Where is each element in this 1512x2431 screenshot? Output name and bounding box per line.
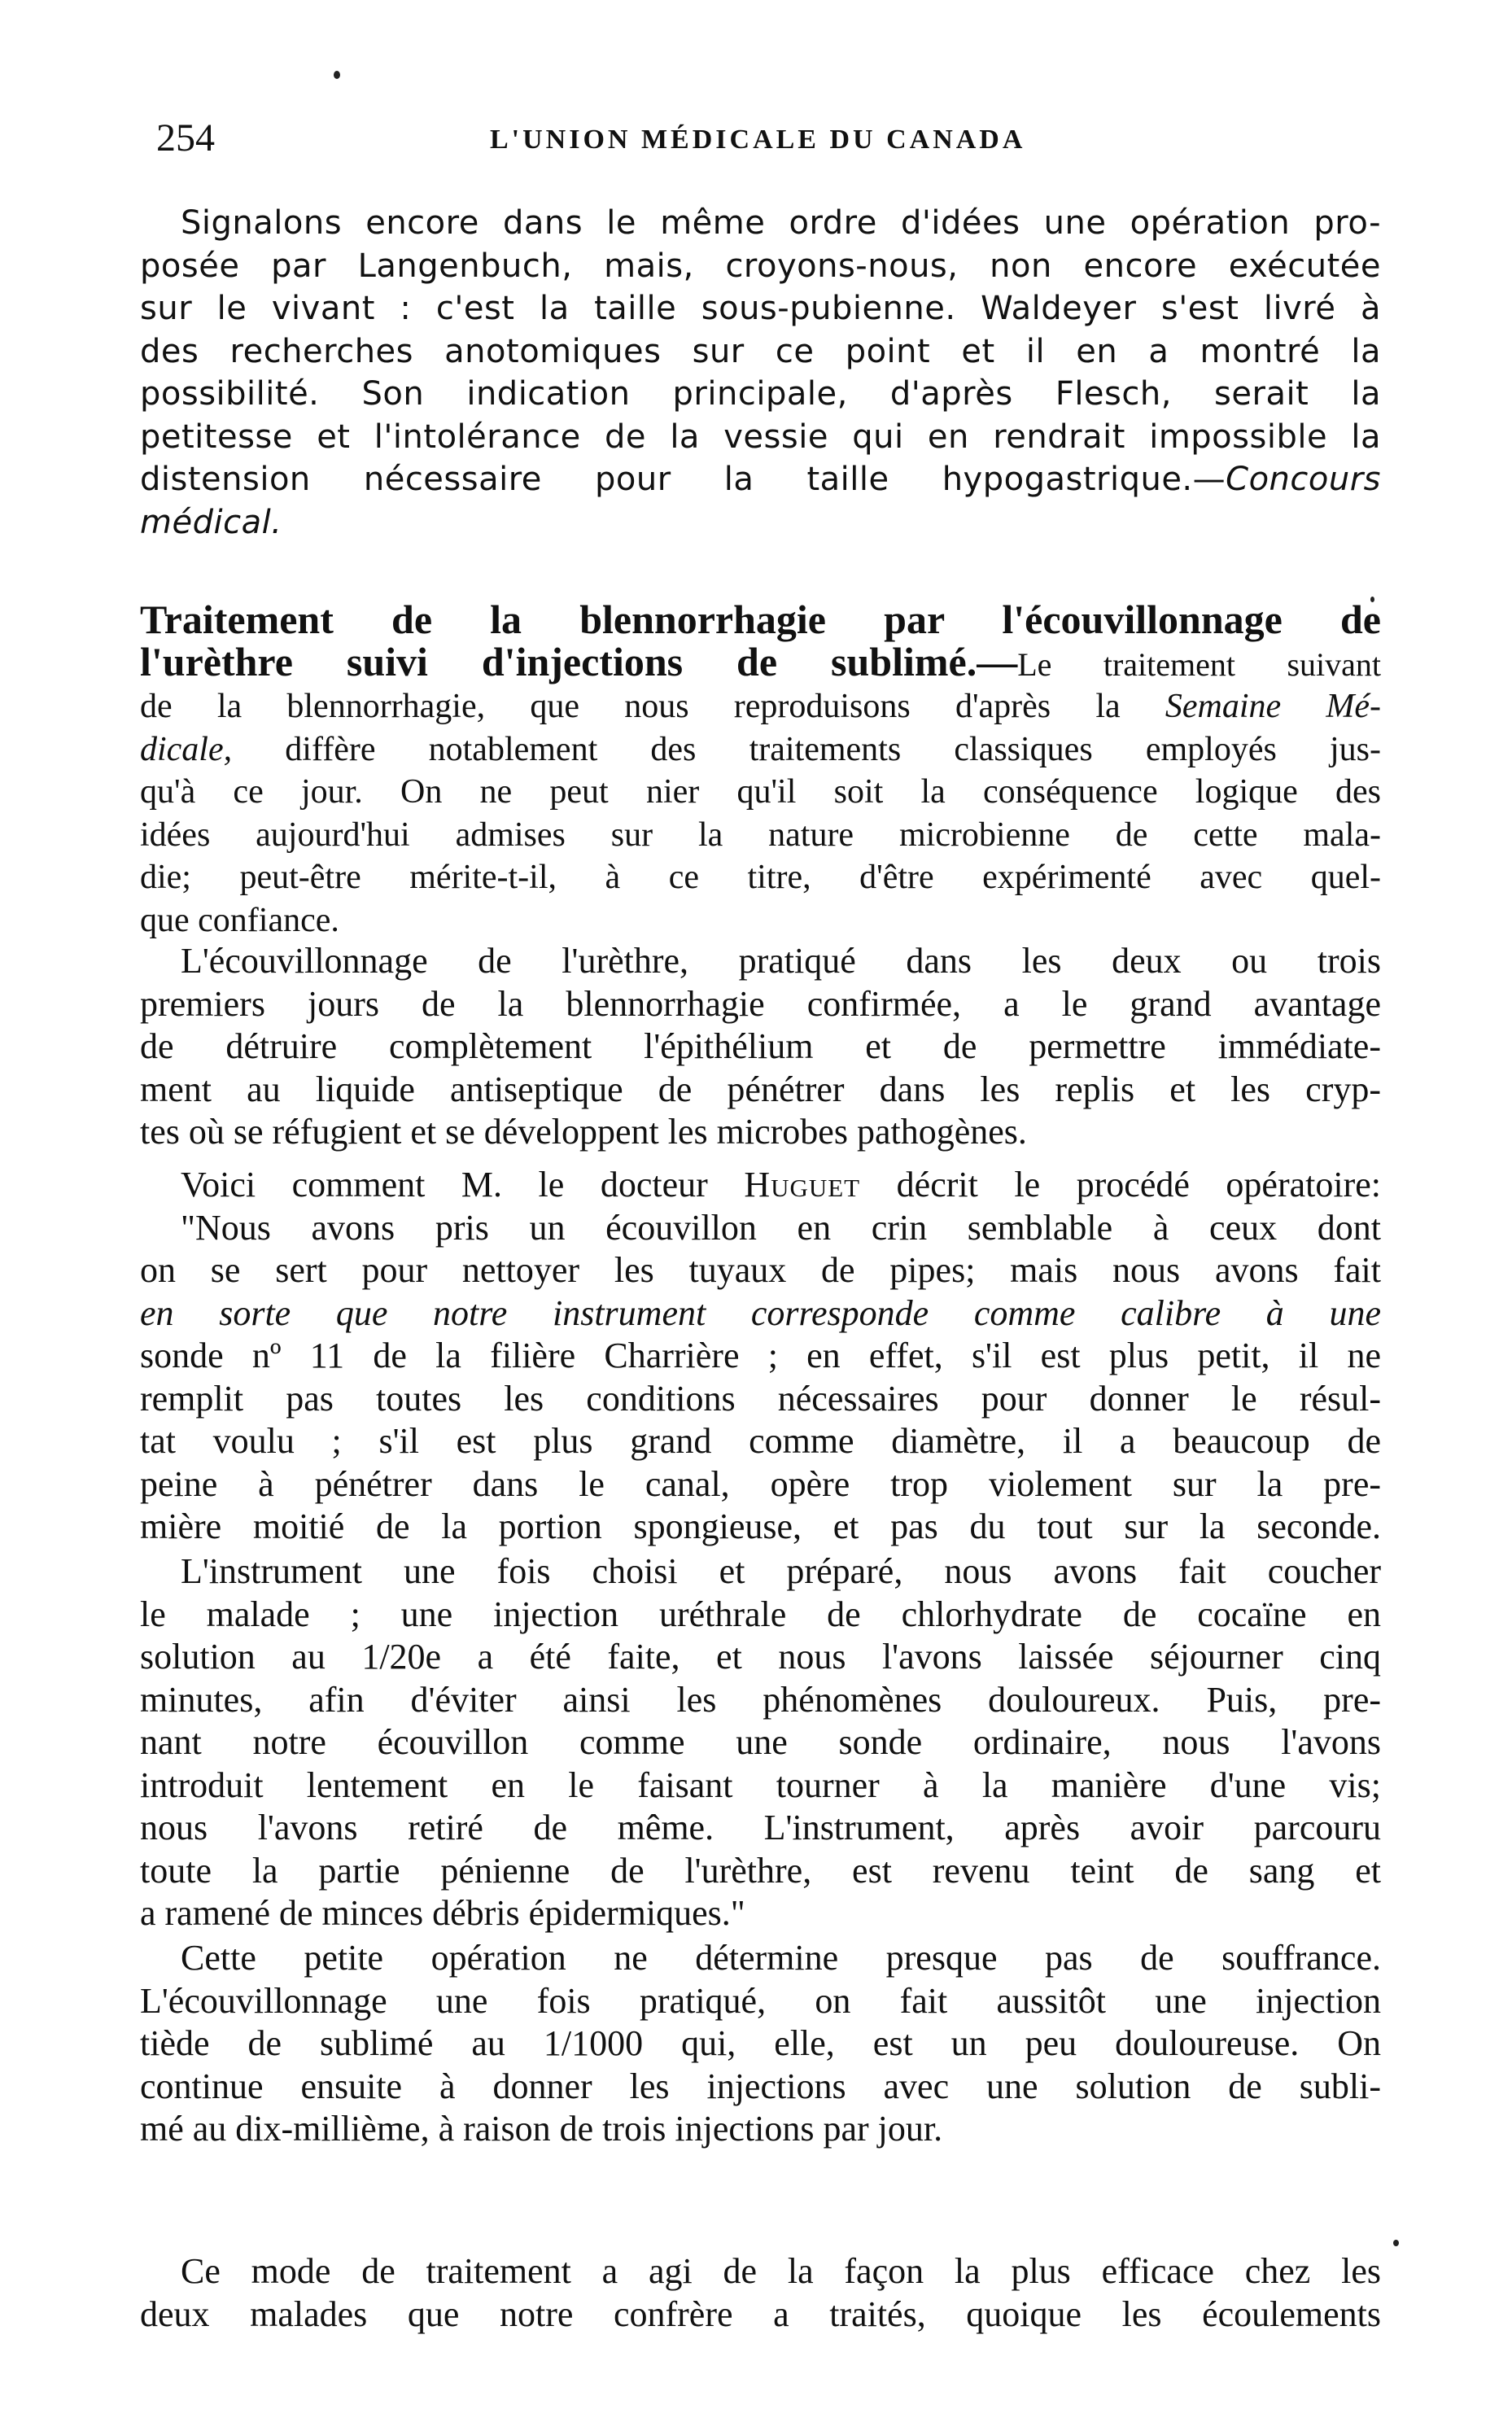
text-line: premiers jours de la blennorrhagie confirmée, a le grand avantage: [140, 983, 1381, 1024]
text-fragment: diffère notablement des traitements classiques employés jus-: [232, 730, 1381, 768]
paragraph-perineal-operation: [140, 202, 1381, 544]
text-fragment: distension nécessaire pour la taille hypogastrique.—: [140, 461, 1226, 498]
ink-speck: [334, 71, 340, 79]
heading-line: Traitement de la blennorrhagie par l'écouvillonnage de: [140, 597, 1381, 642]
paragraph-sublimate-injection: [140, 1937, 1381, 2151]
heading-text: l'urèthre suivi d'injections de sublimé.—: [140, 639, 1018, 684]
text-line: L'écouvillonnage une fois pratiqué, on fait aussitôt une injection: [140, 1980, 1381, 2021]
text-line: toute la partie pénienne de l'urèthre, est revenu teint de sang et: [140, 1850, 1381, 1891]
text-line: sonde nº 11 de la filière Charrière ; en effet, s'il est plus petit, il ne: [140, 1336, 1381, 1375]
source-citation: Concours: [1226, 461, 1381, 498]
text-line: remplit pas toutes les conditions nécessaires pour donner le résul-: [140, 1378, 1381, 1419]
text-line: mé au dix-millième, à raison de trois injections par jour.: [140, 2109, 943, 2149]
paragraph-results: [140, 2250, 1381, 2336]
journal-reference: Semaine Mé-: [1165, 688, 1381, 725]
text-line: nous l'avons retiré de même. L'instrument, après avoir parcouru: [140, 1808, 1381, 1847]
paragraph-huguet-procedure: [140, 1164, 1381, 1549]
text-line: tat voulu ; s'il est plus grand comme diamètre, il a beaucoup de: [140, 1421, 1381, 1461]
text-line: nant notre écouvillon comme une sonde ordinaire, nous l'avons: [140, 1722, 1381, 1762]
running-head: [156, 114, 1409, 163]
text-line: posée par Langenbuch, mais, croyons-nous, non encore exécutée: [140, 247, 1381, 285]
text-line: de détruire complètement l'épithélium et de permettre immédiate-: [140, 1026, 1381, 1066]
text-line: L'instrument une fois choisi et préparé, nous avons fait coucher: [181, 1551, 1381, 1591]
page-number: 254: [156, 116, 215, 160]
ink-speck: [1393, 2240, 1399, 2246]
text-line: continue ensuite à donner les injections avec une solution de subli-: [140, 2066, 1381, 2106]
text-line: possibilité. Son indication principale, d'après Flesch, serait la: [140, 375, 1381, 413]
text-fragment: Voici comment M. le docteur: [181, 1165, 745, 1205]
text-line: Signalons encore dans le même ordre d'idées une opération pro-: [181, 204, 1381, 242]
text-line: Cette petite opération ne détermine presque pas de souffrance.: [181, 1938, 1381, 1978]
text-line: deux malades que notre confrère a traités, quoique les écoulements: [140, 2293, 1381, 2334]
text-line: introduit lentement en le faisant tourner à la manière d'une vis;: [140, 1764, 1381, 1805]
text-line: idées aujourd'hui admises sur la nature microbienne de cette mala-: [140, 815, 1381, 854]
text-line: sur le vivant : c'est la taille sous-pubienne. Waldeyer s'est livré à: [140, 290, 1381, 327]
text-line: [140, 1164, 1381, 1207]
section-heading: [140, 598, 1381, 683]
text-line: on se sert pour nettoyer les tuyaux de pipes; mais nous avons fait: [140, 1250, 1381, 1290]
text-line: Ce mode de traitement a agi de la façon la plus efficace chez les: [181, 2251, 1381, 2291]
text-line: tiède de sublimé au 1/1000 qui, elle, est un peu douloureuse. On: [140, 2023, 1381, 2063]
text-fragment: décrit le procédé opératoire:: [860, 1165, 1381, 1205]
text-line: petitesse et l'intolérance de la vessie qui en rendrait impossible la: [140, 418, 1381, 456]
text-line: qu'à ce jour. On ne peut nier qu'il soit la conséquence logique des: [140, 773, 1381, 811]
text-line: en sorte que notre instrument corresponde comme calibre à une: [140, 1292, 1381, 1333]
text-line: des recherches anotomiques sur ce point et il en a montré la: [140, 332, 1381, 370]
text-line: tes où se réfugient et se développent les microbes pathogènes.: [140, 1112, 1027, 1152]
paragraph-instrument-use: [140, 1550, 1381, 1935]
text-line: [140, 685, 1381, 728]
journal-title: L'UNION MÉDICALE DU CANADA: [490, 125, 1026, 155]
text-line: "Nous avons pris un écouvillon en crin semblable à ceux dont: [181, 1207, 1381, 1248]
text-fragment: de la blennorrhagie, que nous reproduisons d'après la: [140, 688, 1165, 725]
text-line: die; peut-être mérite-t-il, à ce titre, d'être expérimenté avec quel-: [140, 859, 1381, 896]
text-line: que confiance.: [140, 901, 339, 939]
paragraph-swabbing-advantage: [140, 940, 1381, 1154]
heading-line: [140, 641, 1381, 683]
text-line: [140, 728, 1381, 772]
text-line-with-source: [140, 458, 1381, 501]
heading-run-in-text: Le traitement suivant: [1017, 646, 1382, 683]
source-citation-end: médical.: [140, 503, 282, 541]
text-line: solution au 1/20e a été faite, et nous l'avons laissée séjourner cinq: [140, 1637, 1381, 1677]
paragraph-treatment-intro: [140, 685, 1381, 942]
journal-reference: dicale,: [140, 730, 233, 768]
text-line: L'écouvillonnage de l'urèthre, pratiqué dans les deux ou trois: [181, 941, 1381, 981]
text-line: le malade ; une injection uréthrale de chlorhydrate de cocaïne en: [140, 1594, 1381, 1634]
text-line: minutes, afin d'éviter ainsi les phénomènes douloureux. Puis, pre-: [140, 1679, 1381, 1720]
text-line: ment au liquide antiseptique de pénétrer dans les replis et les cryp-: [140, 1069, 1381, 1109]
text-line: peine à pénétrer dans le canal, opère trop violement sur la pre-: [140, 1463, 1381, 1504]
author-name: Huguet: [744, 1165, 861, 1205]
text-line: a ramené de minces débris épidermiques.": [140, 1893, 745, 1933]
text-line: mière moitié de la portion spongieuse, et pas du tout sur la seconde.: [140, 1506, 1381, 1546]
